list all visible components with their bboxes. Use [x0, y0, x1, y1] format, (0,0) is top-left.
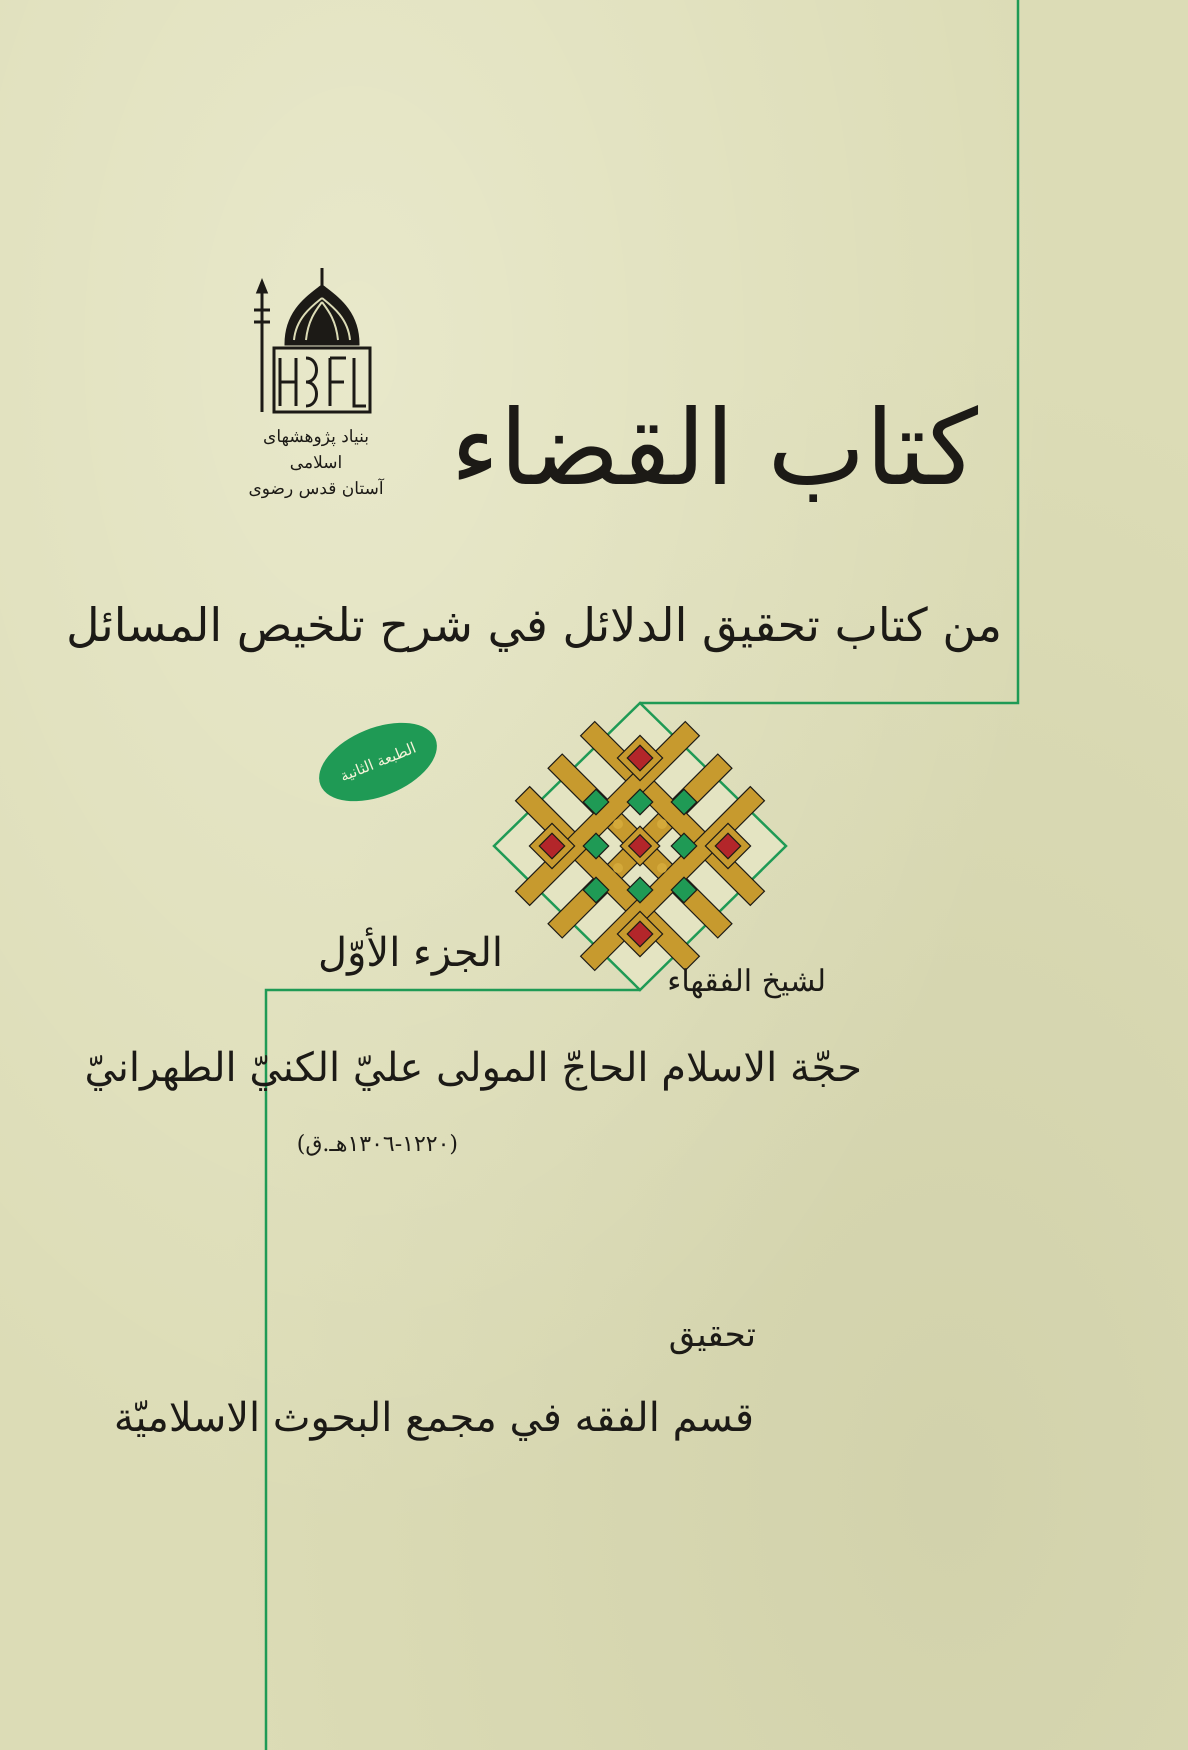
- publisher-caption: [236, 424, 396, 502]
- book-title: كتاب القضاء: [450, 387, 978, 509]
- knot-ornament: [516, 722, 765, 971]
- knot-dot: [657, 863, 667, 873]
- publisher-caption-line2: آستان قدس رضوی: [248, 479, 384, 499]
- author-name: حجّة الاسلام الحاجّ المولى عليّ الكنيّ الطهرانيّ: [84, 1045, 862, 1091]
- publisher-caption-line1: بنیاد پژوهشهای اسلامی: [263, 427, 369, 473]
- knot-dot: [613, 863, 623, 873]
- publisher-emblem: [254, 268, 370, 412]
- edited-by-label: تحقيق: [668, 1315, 756, 1355]
- knot-dot: [657, 819, 667, 829]
- volume-label: الجزء الأوّل: [318, 930, 504, 976]
- knot-dot: [613, 819, 623, 829]
- author-dates: (١٢٢٠-١٣٠٦هـ.ق): [296, 1132, 458, 1157]
- book-subtitle: من كتاب تحقيق الدلائل في شرح تلخيص المسائل: [66, 598, 1002, 652]
- editor-name: قسم الفقه في مجمع البحوث الاسلاميّة: [113, 1395, 754, 1441]
- edition-badge-label: الطبعة الثانية: [337, 738, 419, 786]
- frame-line-lower: [266, 990, 640, 1750]
- author-prefix: لشيخ الفقهاء: [667, 964, 826, 999]
